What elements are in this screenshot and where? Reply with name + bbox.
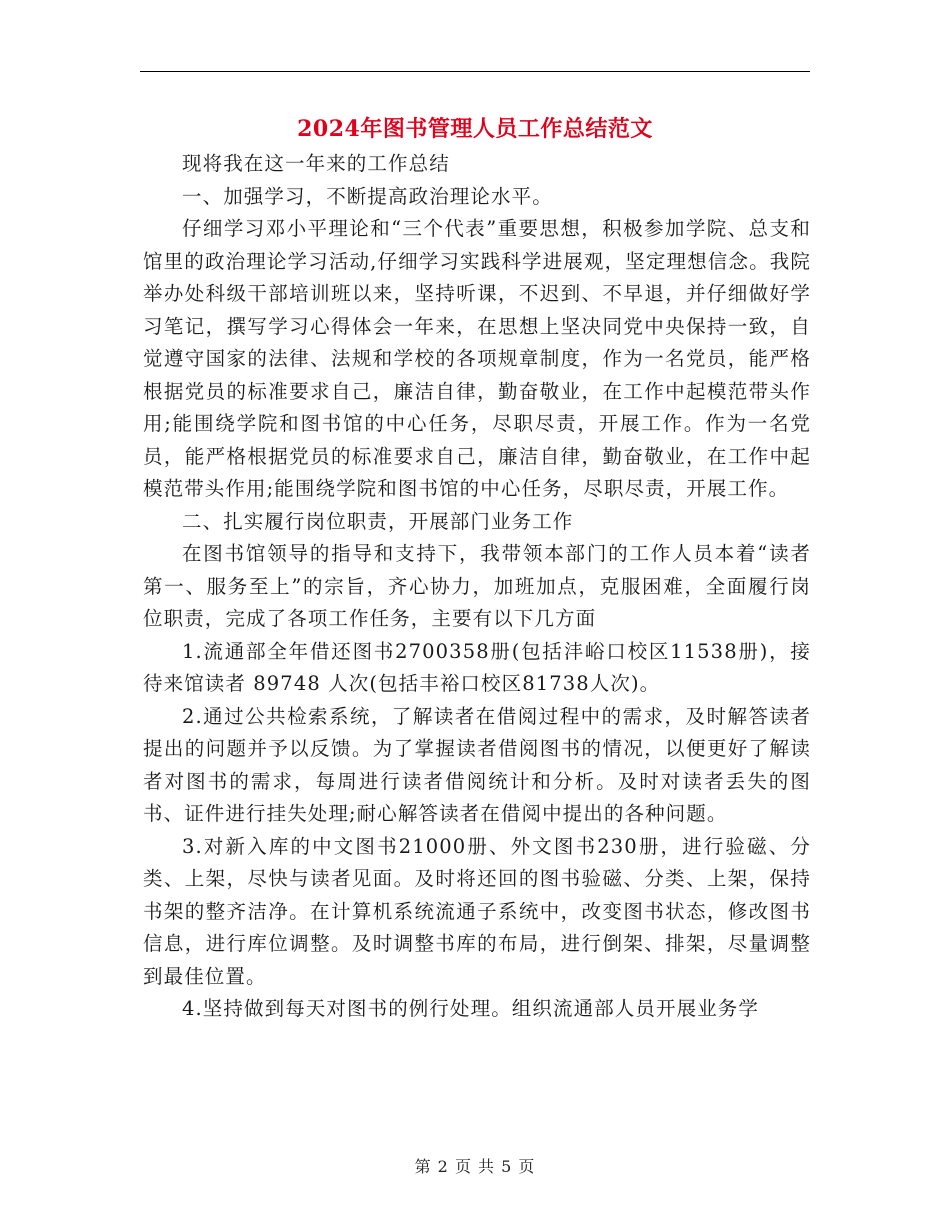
list-item-1: 1.流通部全年借还图书2700358册(包括沣峪口校区11538册)，接待来馆读者 89748 人次(包括丰裕口校区81738人次)。	[143, 639, 811, 695]
section-heading-1: 一、加强学习，不断提高政治理论水平。	[182, 184, 553, 208]
paragraph-duties: 在图书馆领导的指导和支持下，我带领本部门的工作人员本着“读者第一、服务至上”的宗旨，齐心协力，加班加点，克服困难，全面履行岗位职责，完成了各项工作任务，主要有以下几方面	[143, 542, 811, 630]
section-heading-2: 二、扎实履行岗位职责，开展部门业务工作	[182, 509, 574, 533]
list-item-2: 2.通过公共检索系统，了解读者在借阅过程中的需求，及时解答读者提出的问题并予以反馈。为了掌握读者借阅图书的情况，以便更好了解读者对图书的需求，每周进行读者借阅统计和分析。及时对读者丢失的图书、证件进行挂失处理;耐心解答读者在借阅中提出的各种问题。	[143, 704, 811, 825]
document-body	[143, 148, 811, 1026]
page-footer: 第 2 页 共 5 页	[414, 1157, 536, 1176]
header-rule	[140, 71, 810, 72]
paragraph-intro: 现将我在这一年来的工作总结	[182, 152, 450, 175]
list-item-4: 4.坚持做到每天对图书的例行处理。组织流通部人员开展业务学	[182, 997, 760, 1020]
list-item-3: 3.对新入库的中文图书21000册、外文图书230册，进行验磁、分类、上架，尽快与读者见面。及时将还回的图书验磁、分类、上架，保持书架的整齐洁净。在计算机系统流通子系统中，改变图书状态，修改图书信息，进行库位调整。及时调整书库的布局，进行倒架、排架，尽量调整到最佳位置。	[143, 834, 811, 988]
paragraph-study: 仔细学习邓小平理论和“三个代表”重要思想，积极参加学院、总支和馆里的政治理论学习活动,仔细学习实践科学进展观，坚定理想信念。我院举办处科级干部培训班以来，坚持听课，不迟到、不早退，并仔细做好学习笔记，撰写学习心得体会一年来，在思想上坚决同党中央保持一致，自觉遵守国家的法律、法规和学校的各项规章制度，作为一名党员，能严格根据党员的标准要求自己，廉洁自律，勤奋敬业，在工作中起模范带头作用;能围绕学院和图书馆的中心任务，尽职尽责，开展工作。作为一名党员，能严格根据党员的标准要求自己，廉洁自律，勤奋敬业，在工作中起模范带头作用;能围绕学院和图书馆的中心任务，尽职尽责，开展工作。	[143, 217, 811, 500]
document-title: 2024年图书管理人员工作总结范文	[297, 116, 653, 142]
